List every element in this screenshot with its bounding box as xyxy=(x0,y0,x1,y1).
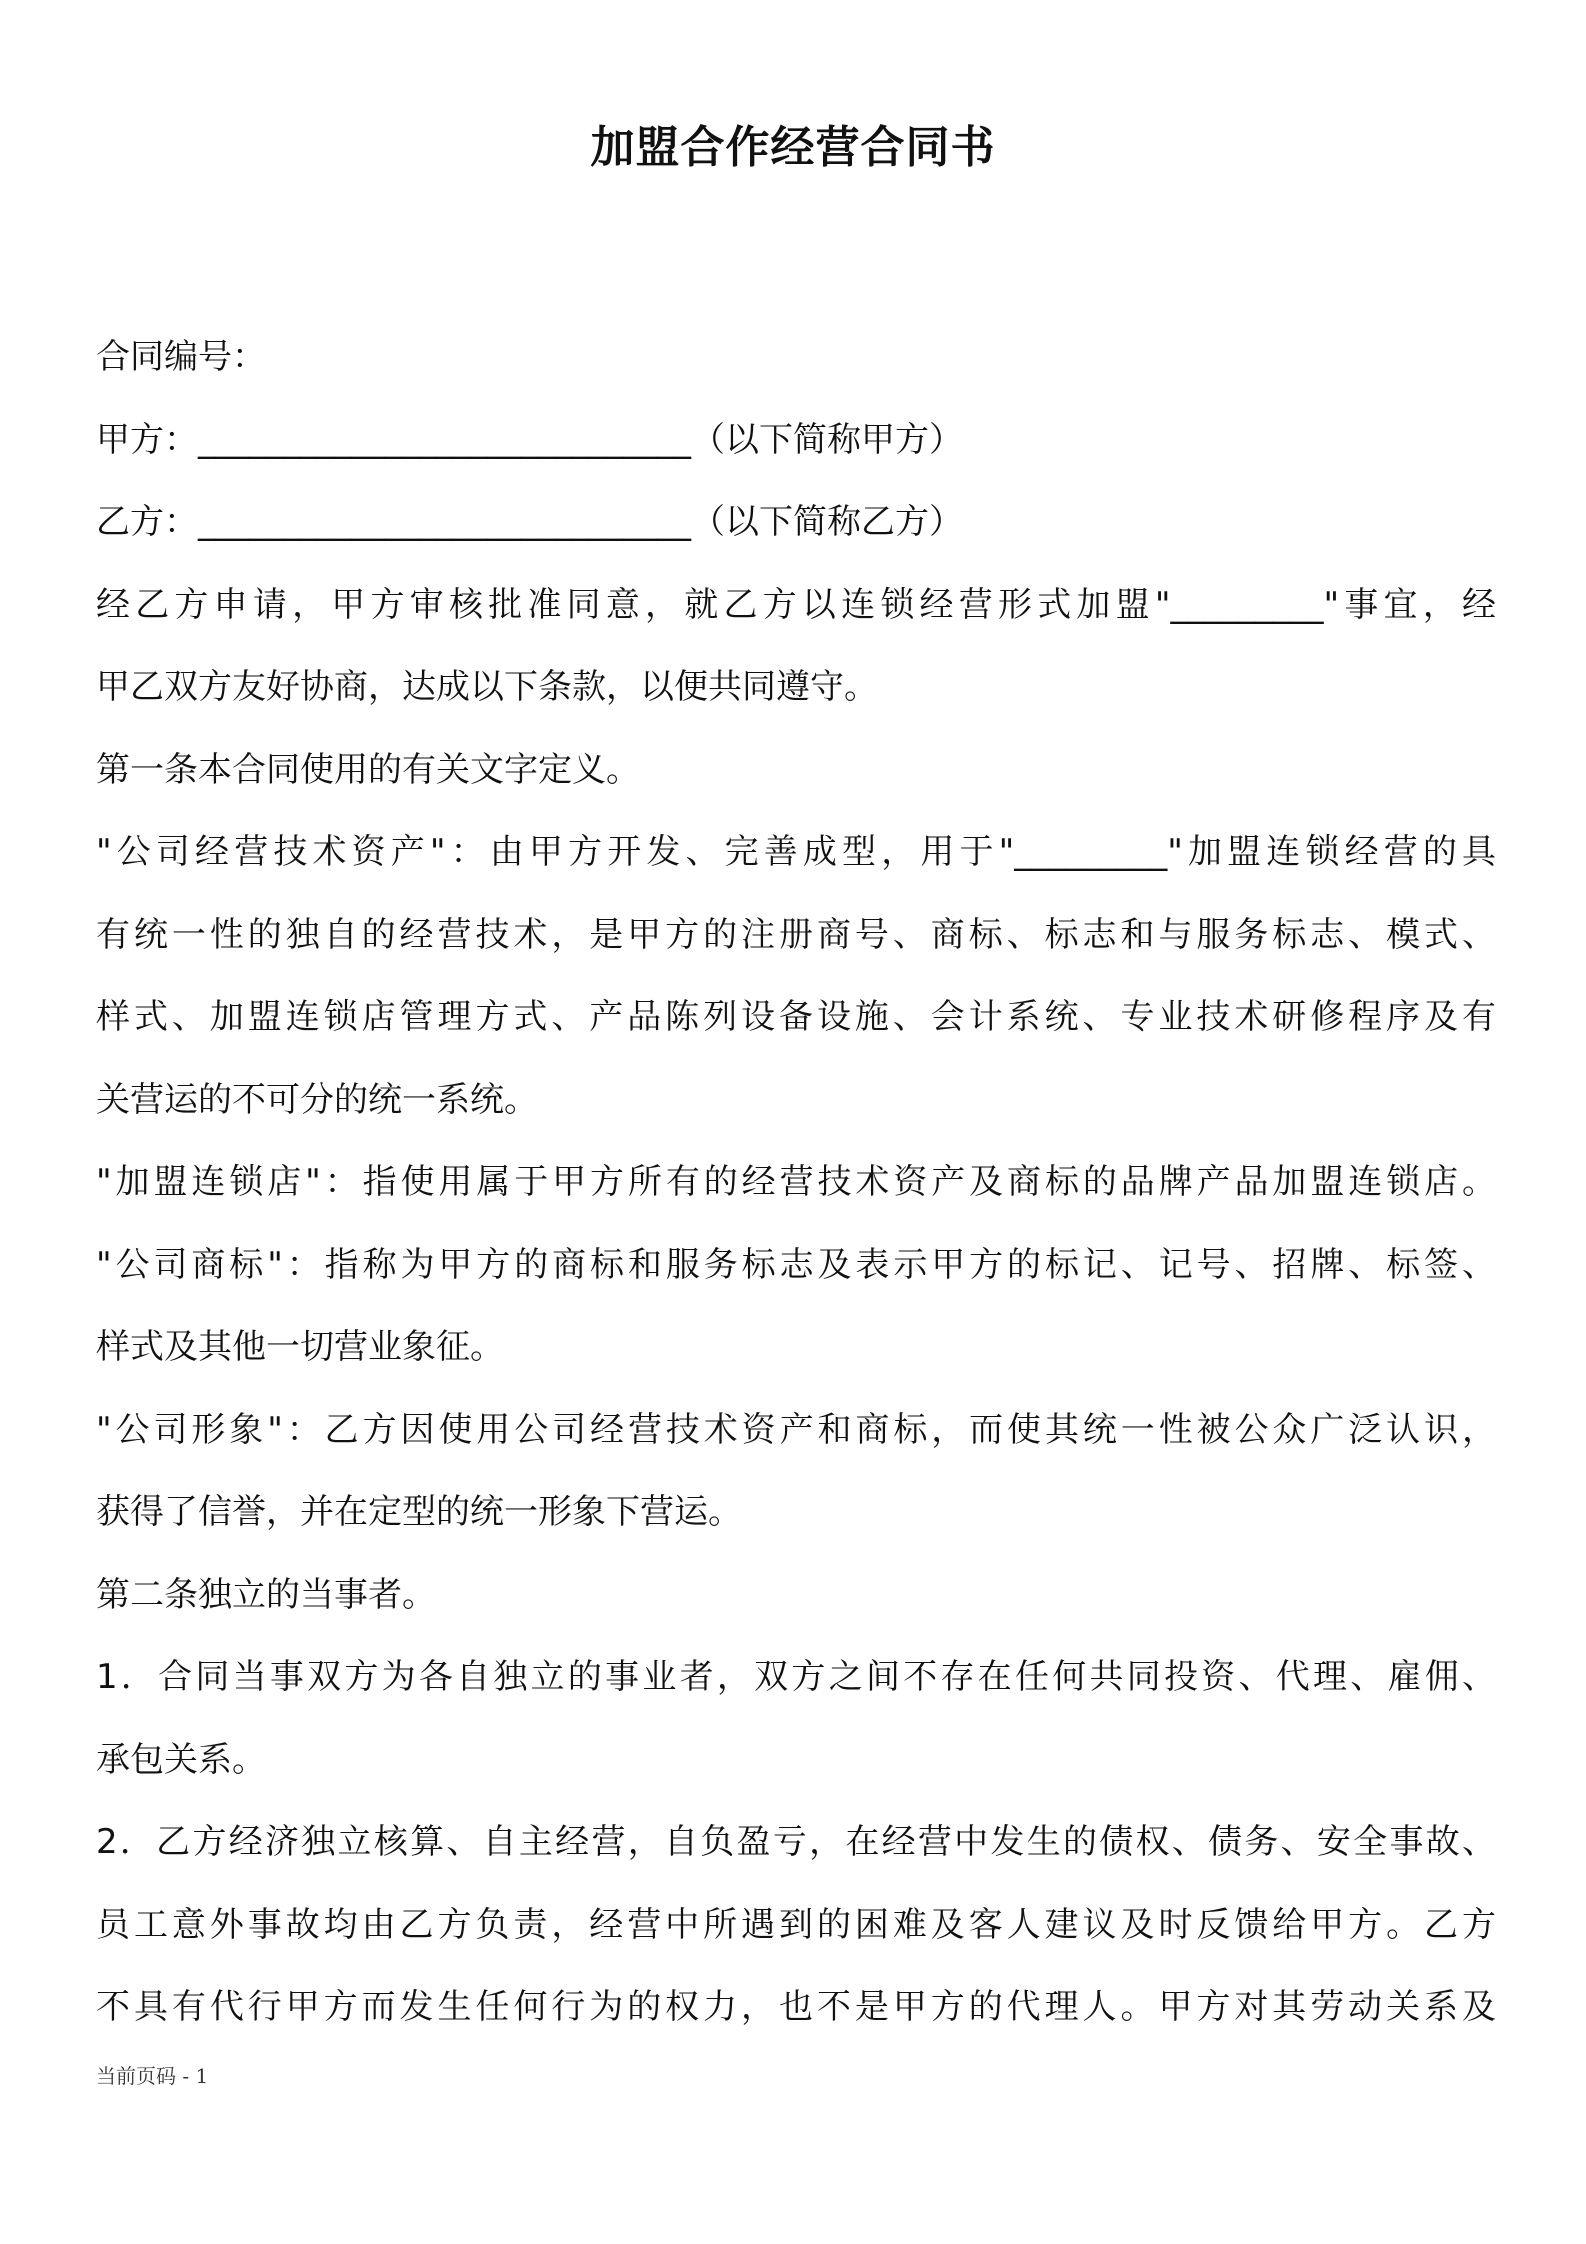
paragraph-line: 不具有代行甲方而发生任何行为的权力，也不是甲方的代理人。甲方对其劳动关系及 xyxy=(96,1987,1496,2027)
paragraph-line: 甲乙双方友好协商，达成以下条款，以便共同遵守。 xyxy=(96,667,878,707)
paragraph-line: "公司形象"：乙方因使用公司经营技术资产和商标，而使其统一性被公众广泛认识， xyxy=(96,1409,1496,1450)
document-body xyxy=(96,316,1496,2049)
paragraph-line: 1．合同当事双方为各自独立的事业者，双方之间不存在任何共同投资、代理、雇佣、 xyxy=(96,1657,1496,1697)
paragraph-line: 经乙方申请，甲方审核批准同意，就乙方以连锁经营形式加盟"_________"事宜，经 xyxy=(96,584,1496,625)
paragraph-line: "公司经营技术资产"：由甲方开发、完善成型，用于"_________"加盟连锁经营的具 xyxy=(96,832,1496,872)
paragraph-line: 样式及其他一切营业象征。 xyxy=(96,1327,504,1367)
paragraph-line: "加盟连锁店"：指使用属于甲方所有的经营技术资产及商标的品牌产品加盟连锁店。 xyxy=(96,1162,1496,1202)
article-heading: 第一条本合同使用的有关文字定义。 xyxy=(96,749,640,790)
paragraph-line: 承包关系。 xyxy=(96,1739,266,1780)
party-a-line: 甲方：_____________________________（以下简称甲方） xyxy=(96,419,963,460)
paragraph-line: 2．乙方经济独立核算、自主经营，自负盈亏，在经营中发生的债权、债务、安全事故、 xyxy=(96,1822,1496,1862)
paragraph-line: 样式、加盟连锁店管理方式、产品陈列设备设施、会计系统、专业技术研修程序及有 xyxy=(96,997,1496,1037)
paragraph-line: 获得了信誉，并在定型的统一形象下营运。 xyxy=(96,1492,742,1532)
contract-number-line: 合同编号： xyxy=(96,337,266,377)
article-heading: 第二条独立的当事者。 xyxy=(96,1574,436,1615)
page-number-footer: 当前页码 - 1 xyxy=(96,2064,209,2088)
paragraph-line: 关营运的不可分的统一系统。 xyxy=(96,1079,538,1120)
paragraph-line: 有统一性的独自的经营技术，是甲方的注册商号、商标、标志和与服务标志、模式、 xyxy=(96,914,1496,955)
party-b-line: 乙方：_____________________________（以下简称乙方） xyxy=(96,502,963,542)
paragraph-line: 员工意外事故均由乙方负责，经营中所遇到的困难及客人建议及时反馈给甲方。乙方 xyxy=(96,1904,1496,1945)
paragraph-line: "公司商标"：指称为甲方的商标和服务标志及表示甲方的标记、记号、招牌、标签、 xyxy=(96,1244,1496,1285)
document-title: 加盟合作经营合同书 xyxy=(590,122,996,173)
